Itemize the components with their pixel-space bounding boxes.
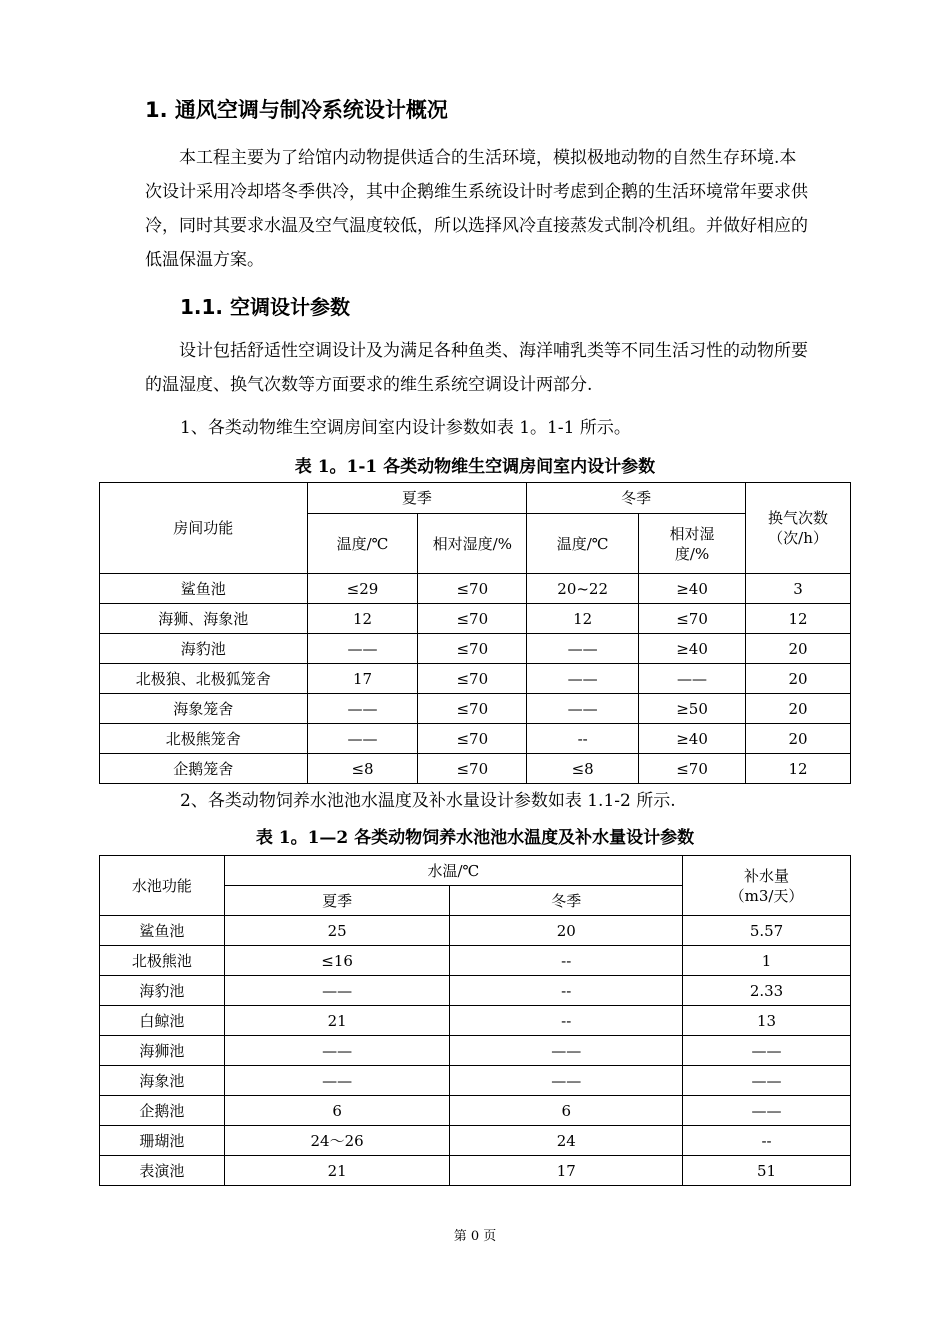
table-cell: —— — [450, 1066, 683, 1096]
table-cell: 25 — [224, 916, 450, 946]
table-cell: ≥50 — [639, 694, 746, 724]
table-cell: ≤70 — [418, 634, 527, 664]
table-cell: 海狮池 — [100, 1036, 225, 1066]
table2-caption: 表 1。1—2 各类动物饲养水池池水温度及补水量设计参数 — [255, 828, 695, 848]
table-cell: —— — [307, 724, 418, 754]
table-cell: —— — [224, 1066, 450, 1096]
table-cell: ≤70 — [639, 604, 746, 634]
table-cell: 6 — [224, 1096, 450, 1126]
table-row — [100, 754, 851, 784]
table-cell: 20 — [746, 694, 851, 724]
table-cell: —— — [527, 634, 639, 664]
table-cell: -- — [450, 946, 683, 976]
table-cell: 北极熊笼舍 — [100, 724, 308, 754]
table-cell: 海象笼舍 — [100, 694, 308, 724]
table-cell: 20 — [746, 724, 851, 754]
table-cell: 企鹅笼舍 — [100, 754, 308, 784]
header-winter-temp: 温度/℃ — [527, 514, 639, 574]
table-cell: 20 — [746, 634, 851, 664]
table-cell: ≤70 — [418, 724, 527, 754]
table-cell: 6 — [450, 1096, 683, 1126]
table-cell: 24 — [450, 1126, 683, 1156]
header-room-function: 房间功能 — [100, 483, 308, 574]
table-cell: ≤70 — [418, 604, 527, 634]
header-winter-rh: 相对湿度/% — [639, 514, 746, 574]
table-cell: —— — [683, 1096, 851, 1126]
table-row — [100, 976, 851, 1006]
table-cell: 17 — [450, 1156, 683, 1186]
table-cell: 21 — [224, 1156, 450, 1186]
table-cell: —— — [683, 1066, 851, 1096]
table1-caption: 表 1。1-1 各类动物维生空调房间室内设计参数 — [294, 457, 656, 477]
header-water-temp: 水温/℃ — [224, 856, 682, 886]
table-cell: 12 — [307, 604, 418, 634]
page-number: 第 0 页 — [453, 1229, 497, 1244]
table-cell: 珊瑚池 — [100, 1126, 225, 1156]
subsection-heading: 1.1. 空调设计参数 — [180, 295, 350, 319]
table-cell: 12 — [746, 604, 851, 634]
header-summer-temp: 温度/℃ — [307, 514, 418, 574]
table-cell: —— — [450, 1036, 683, 1066]
table-row — [100, 946, 851, 976]
table-cell: 企鹅池 — [100, 1096, 225, 1126]
table-cell: —— — [527, 664, 639, 694]
table-cell: 51 — [683, 1156, 851, 1186]
pool-parameters-table — [99, 855, 851, 1186]
table-row — [100, 664, 851, 694]
header-air-changes: 换气次数（次/h） — [746, 483, 851, 574]
table-cell: ≤16 — [224, 946, 450, 976]
table-row — [100, 724, 851, 754]
table-cell: 北极熊池 — [100, 946, 225, 976]
table-cell: ≤70 — [418, 694, 527, 724]
table-cell: ≥40 — [639, 724, 746, 754]
table-row — [100, 1156, 851, 1186]
header-summer-rh: 相对湿度/% — [418, 514, 527, 574]
room-parameters-rows — [100, 574, 851, 784]
intro-paragraph: 本工程主要为了给馆内动物提供适合的生活环境，模拟极地动物的自然生存环境.本次设计采用冷却塔冬季供冷，其中企鹅维生系统设计时考虑到企鹅的生活环境常年要求供冷，同时其要求水温及空气温度较低，所以选择风冷直接蒸发式制冷机组。并做好相应的低温保温方案。 — [145, 148, 808, 270]
pool-parameters-rows — [100, 916, 851, 1186]
table-cell: -- — [450, 1006, 683, 1036]
table-cell: 13 — [683, 1006, 851, 1036]
design-paragraph: 设计包括舒适性空调设计及为满足各种鱼类、海洋哺乳类等不同生活习性的动物所要的温湿度、换气次数等方面要求的维生系统空调设计两部分. — [145, 341, 808, 395]
table-cell: -- — [683, 1126, 851, 1156]
table-cell: 鲨鱼池 — [100, 574, 308, 604]
table-cell: 24～26 — [224, 1126, 450, 1156]
table2-intro: 2、各类动物饲养水池池水温度及补水量设计参数如表 1.1-2 所示. — [180, 791, 676, 811]
table-row — [100, 634, 851, 664]
table-cell: 海豹池 — [100, 976, 225, 1006]
table-cell: 1 — [683, 946, 851, 976]
table-row — [100, 604, 851, 634]
table-cell: ≤70 — [418, 664, 527, 694]
table-cell: 12 — [527, 604, 639, 634]
table-row — [100, 1036, 851, 1066]
table-cell: —— — [639, 664, 746, 694]
table-cell: 鲨鱼池 — [100, 916, 225, 946]
table-cell: 20 — [746, 664, 851, 694]
table-cell: 白鲸池 — [100, 1006, 225, 1036]
table-cell: 20~22 — [527, 574, 639, 604]
table-cell: 海狮、海象池 — [100, 604, 308, 634]
table-cell: —— — [307, 634, 418, 664]
header-pool-winter: 冬季 — [450, 886, 683, 916]
room-parameters-table — [99, 482, 851, 784]
table-cell: 2.33 — [683, 976, 851, 1006]
table-row — [100, 1096, 851, 1126]
table-cell: ≤8 — [307, 754, 418, 784]
table-row — [100, 1006, 851, 1036]
table-cell: 北极狼、北极狐笼舍 — [100, 664, 308, 694]
header-makeup-water: 补水量（m3/天） — [683, 856, 851, 916]
table-cell: -- — [527, 724, 639, 754]
table-cell: ≤29 — [307, 574, 418, 604]
table-cell: 12 — [746, 754, 851, 784]
table-cell: 21 — [224, 1006, 450, 1036]
header-pool-function: 水池功能 — [100, 856, 225, 916]
table-cell: 海象池 — [100, 1066, 225, 1096]
table-cell: ≥40 — [639, 634, 746, 664]
table-cell: 海豹池 — [100, 634, 308, 664]
table-cell: —— — [527, 694, 639, 724]
table-cell: 17 — [307, 664, 418, 694]
table-cell: ≤70 — [418, 574, 527, 604]
table-row — [100, 1066, 851, 1096]
table-cell: ≤8 — [527, 754, 639, 784]
table-row — [100, 574, 851, 604]
table-cell: 表演池 — [100, 1156, 225, 1186]
table-cell: —— — [683, 1036, 851, 1066]
header-pool-summer: 夏季 — [224, 886, 450, 916]
table1-intro: 1、各类动物维生空调房间室内设计参数如表 1。1-1 所示。 — [180, 418, 631, 438]
table-row — [100, 1126, 851, 1156]
table-cell: ≤70 — [639, 754, 746, 784]
table-cell: 3 — [746, 574, 851, 604]
section-heading: 1. 通风空调与制冷系统设计概况 — [145, 98, 448, 122]
header-winter: 冬季 — [527, 483, 746, 514]
table-cell: —— — [307, 694, 418, 724]
table-cell: 20 — [450, 916, 683, 946]
table-cell: —— — [224, 1036, 450, 1066]
table-row — [100, 694, 851, 724]
header-summer: 夏季 — [307, 483, 527, 514]
table-cell: ≤70 — [418, 754, 527, 784]
table-cell: 5.57 — [683, 916, 851, 946]
table-cell: -- — [450, 976, 683, 1006]
table-row — [100, 916, 851, 946]
table-cell: ≥40 — [639, 574, 746, 604]
table-cell: —— — [224, 976, 450, 1006]
